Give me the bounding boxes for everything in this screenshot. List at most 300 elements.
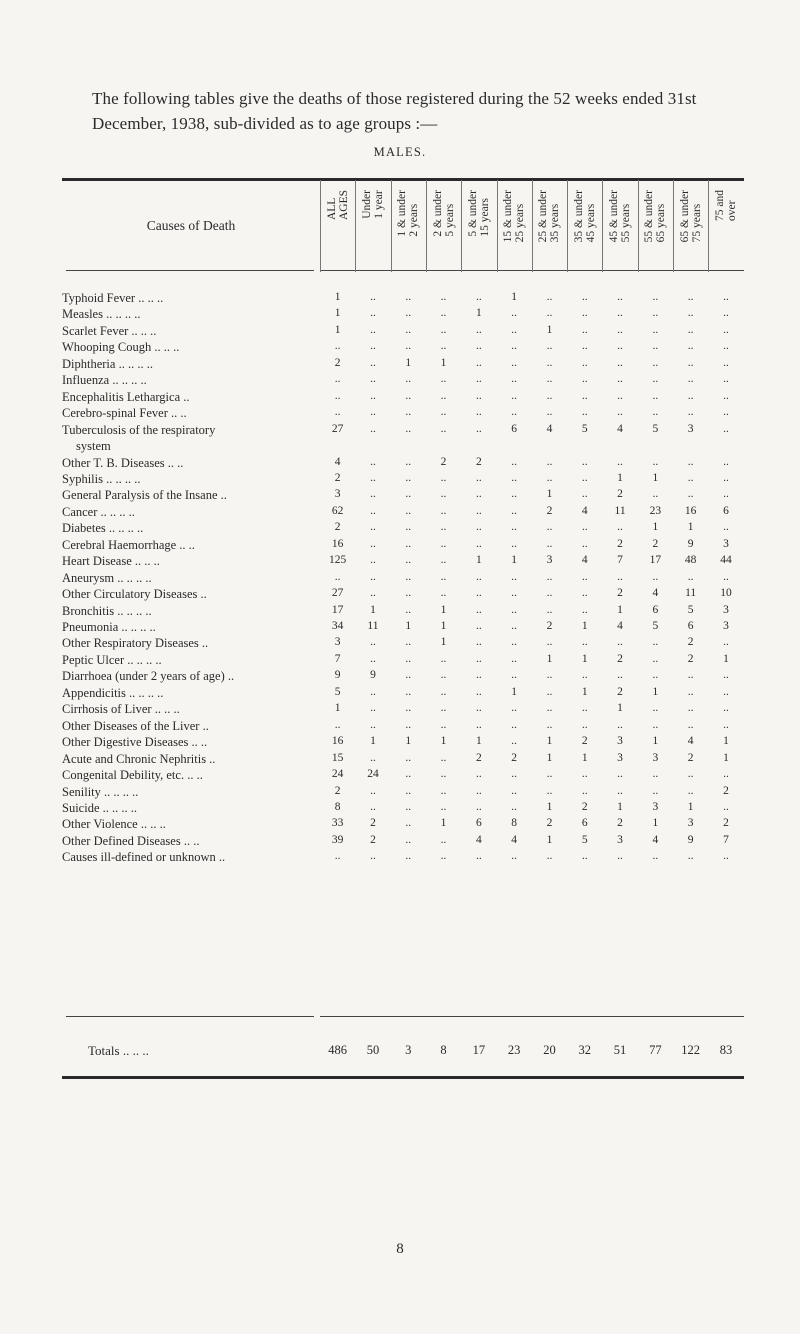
column-header-label: 25 & under 35 years [537, 190, 562, 243]
table-top-rule [62, 178, 744, 181]
table-cell: 3 [617, 735, 623, 748]
cause-label: Syphilis .. .. .. .. [62, 471, 141, 486]
table-cell: 1 [652, 735, 659, 748]
cause-label: Scarlet Fever .. .. .. [62, 323, 157, 338]
table-cell: .. [440, 784, 447, 797]
column-divider [320, 180, 321, 272]
table-cell: 2 [334, 471, 341, 484]
table-cell: .. [581, 471, 588, 484]
table-cell: 6 [511, 422, 518, 435]
table-cell: .. [440, 422, 447, 435]
table-cell: .. [723, 669, 729, 682]
table-cell: 39 [331, 833, 344, 846]
table-cell: .. [546, 587, 553, 600]
column-divider [602, 180, 603, 272]
table-cell: 1 [617, 800, 623, 813]
table-cell: .. [546, 636, 553, 649]
table-cell: .. [617, 570, 623, 583]
table-cell: .. [440, 307, 447, 320]
table-cell: .. [687, 307, 694, 320]
table-cell: .. [546, 669, 553, 682]
table-cell: .. [405, 685, 412, 698]
table-cell: 1 [546, 735, 553, 748]
table-cell: .. [723, 488, 729, 501]
table-cell: .. [370, 389, 376, 402]
table-cell: .. [687, 784, 694, 797]
table-cell: .. [405, 636, 412, 649]
table-cell: .. [581, 340, 588, 353]
table-row [0, 604, 800, 620]
table-cell: .. [511, 504, 518, 517]
table-cell: 4 [687, 735, 694, 748]
table-cell: .. [370, 554, 376, 567]
table-cell: 2 [687, 636, 694, 649]
total-cell: 486 [328, 1043, 348, 1057]
cause-label: Other Defined Diseases .. .. [62, 833, 200, 848]
column-header [497, 182, 532, 274]
table-cell: 6 [723, 504, 729, 517]
table-cell: .. [440, 850, 447, 863]
table-cell: 7 [617, 554, 623, 567]
table-cell: .. [723, 356, 729, 369]
table-cell: .. [440, 488, 447, 501]
table-cell: .. [687, 406, 694, 419]
table-cell: 1 [617, 702, 623, 715]
table-cell: 2 [546, 504, 553, 517]
table-cell: .. [475, 800, 482, 813]
causes-header [62, 182, 320, 270]
table-cell: 2 [370, 817, 376, 830]
table-cell: .. [581, 406, 588, 419]
table-cell: 1 [723, 751, 729, 764]
table-cell: .. [475, 356, 482, 369]
table-cell: 4 [652, 587, 659, 600]
table-cell: 1 [546, 488, 553, 501]
table-cell: .. [511, 455, 518, 468]
table-row [0, 406, 800, 422]
cause-label: Cerebro-spinal Fever .. .. [62, 406, 187, 421]
table-cell: 2 [617, 587, 623, 600]
table-cell: .. [405, 784, 412, 797]
column-header [355, 182, 390, 274]
table-cell: .. [723, 636, 729, 649]
table-row [0, 686, 800, 702]
table-cell: 2 [723, 817, 729, 830]
column-header-label: 65 & under 75 years [678, 190, 703, 243]
page-number: 8 [396, 1241, 404, 1257]
table-cell: .. [511, 356, 518, 369]
table-cell: 1 [370, 735, 376, 748]
table-cell: .. [617, 389, 623, 402]
table-cell: .. [475, 603, 482, 616]
column-header [673, 182, 708, 274]
column-header-label: 5 & under 15 years [466, 190, 491, 237]
table-cell: 7 [334, 652, 341, 665]
table-cell: .. [617, 373, 623, 386]
table-cell: 7 [723, 833, 729, 846]
table-cell: 1 [723, 735, 729, 748]
table-cell: .. [440, 768, 447, 781]
table-cell: .. [581, 718, 588, 731]
column-divider [391, 180, 392, 272]
table-cell: 1 [440, 817, 447, 830]
table-cell: .. [652, 768, 659, 781]
table-cell: .. [511, 521, 518, 534]
table-cell: .. [475, 620, 482, 632]
table-cell: .. [370, 685, 376, 698]
cause-label: Suicide .. .. .. .. [62, 800, 137, 815]
table-cell: .. [581, 768, 588, 781]
table-cell: 1 [440, 620, 447, 632]
table-cell: .. [405, 422, 412, 435]
cause-label: Senility .. .. .. .. [62, 784, 139, 799]
table-cell: 5 [652, 620, 659, 632]
table-cell: .. [511, 488, 518, 501]
table-row [0, 291, 800, 307]
table-cell: .. [546, 850, 553, 863]
column-header [461, 182, 496, 274]
table-cell: .. [617, 291, 623, 303]
cause-label: Congenital Debility, etc. .. .. [62, 768, 203, 783]
table-cell: .. [370, 323, 376, 336]
table-cell: .. [405, 537, 412, 550]
table-cell: .. [581, 521, 588, 534]
table-cell: .. [370, 636, 376, 649]
cause-label: Other Diseases of the Liver .. [62, 718, 209, 733]
table-cell: 1 [546, 833, 553, 846]
table-cell: 1 [652, 817, 659, 830]
table-cell: .. [581, 702, 588, 715]
cause-label: Measles .. .. .. .. [62, 307, 141, 322]
table-cell: .. [546, 537, 553, 550]
table-cell: .. [546, 373, 553, 386]
table-cell: 2 [617, 537, 623, 550]
table-cell: .. [581, 850, 588, 863]
table-cell: 4 [546, 422, 553, 435]
table-cell: 4 [652, 833, 659, 846]
table-cell: .. [723, 471, 729, 484]
table-cell: 16 [684, 504, 697, 517]
cause-label: Bronchitis .. .. .. .. [62, 603, 152, 618]
table-cell: .. [581, 373, 588, 386]
table-cell: 1 [546, 652, 553, 665]
table-cell: .. [723, 718, 729, 731]
table-cell: .. [405, 323, 412, 336]
table-cell: .. [652, 636, 659, 649]
table-cell: 4 [581, 554, 588, 567]
table-cell: 1 [581, 751, 588, 764]
table-cell: 2 [617, 817, 623, 830]
table-cell: 5 [581, 833, 588, 846]
table-cell: .. [405, 768, 412, 781]
table-cell: .. [370, 718, 376, 731]
total-cell: 20 [543, 1043, 556, 1057]
column-header-label: Under 1 year [360, 190, 385, 219]
table-bottom-rule [62, 1076, 744, 1079]
table-cell: .. [405, 488, 412, 501]
table-cell: .. [440, 718, 447, 731]
table-cell: .. [652, 406, 659, 419]
table-cell: .. [475, 340, 482, 353]
table-cell: 1 [617, 603, 623, 616]
table-cell: 2 [617, 488, 623, 501]
table-cell: .. [405, 291, 412, 303]
table-row [0, 752, 800, 768]
table-cell: .. [723, 323, 729, 336]
column-header-label: 55 & under 65 years [643, 190, 668, 243]
table-cell: 2 [511, 751, 518, 764]
table-cell: .. [405, 669, 412, 682]
table-row [0, 669, 800, 685]
table-cell: 1 [546, 323, 553, 336]
totals-label: Totals .. .. .. [88, 1043, 149, 1058]
table-row [0, 850, 800, 866]
table-cell: .. [370, 307, 376, 320]
table-cell: 1 [723, 652, 729, 665]
table-cell: 1 [405, 620, 412, 632]
table-cell: 17 [649, 554, 662, 567]
table-cell: .. [687, 455, 694, 468]
table-cell: .. [652, 570, 659, 583]
table-cell: 44 [720, 554, 732, 567]
column-divider [638, 180, 639, 272]
total-cell: 77 [649, 1043, 662, 1057]
table-cell: 3 [723, 620, 729, 632]
column-header-label: 45 & under 55 years [608, 190, 633, 243]
table-row [0, 620, 800, 636]
cause-label: Cancer .. .. .. .. [62, 504, 135, 519]
table-cell: .. [440, 800, 447, 813]
table-cell: .. [687, 702, 694, 715]
column-header [532, 182, 567, 274]
table-cell: .. [723, 850, 729, 863]
table-cell: .. [370, 702, 376, 715]
table-cell: .. [440, 389, 447, 402]
table-cell: .. [475, 488, 482, 501]
table-cell: .. [334, 340, 341, 353]
table-cell: .. [581, 587, 588, 600]
table-cell: .. [652, 702, 659, 715]
table-cell: .. [652, 718, 659, 731]
total-cell: 122 [681, 1043, 701, 1057]
table-cell: 2 [475, 751, 482, 764]
table-cell: .. [511, 735, 518, 748]
table-cell: .. [687, 471, 694, 484]
table-cell: .. [405, 603, 412, 616]
table-cell: .. [405, 817, 412, 830]
table-cell: .. [723, 800, 729, 813]
table-cell: 1 [546, 751, 553, 764]
table-cell: .. [440, 751, 447, 764]
table-cell: .. [723, 422, 729, 435]
cause-label: Causes ill-defined or unknown .. [62, 850, 226, 865]
table-cell: .. [546, 685, 553, 698]
table-cell: .. [581, 488, 588, 501]
table-row [0, 653, 800, 669]
table-cell: .. [370, 471, 376, 484]
table-cell: 2 [334, 784, 341, 797]
table-cell: .. [617, 636, 623, 649]
table-cell: .. [511, 307, 518, 320]
table-cell: 11 [685, 587, 697, 600]
table-cell: .. [440, 685, 447, 698]
table-cell: .. [440, 652, 447, 665]
table-cell: .. [581, 455, 588, 468]
causes-header-rule [66, 270, 314, 271]
table-cell: 34 [331, 620, 344, 632]
table-cell: .. [370, 291, 376, 303]
table-cell: .. [440, 702, 447, 715]
table-cell: .. [546, 570, 553, 583]
table-cell: .. [652, 291, 659, 303]
table-cell: .. [405, 504, 412, 517]
causes-header-label: Causes of Death [146, 218, 236, 233]
table-row [0, 636, 800, 652]
table-cell: .. [334, 389, 341, 402]
table-cell: 1 [405, 735, 412, 748]
table-cell: 3 [617, 751, 623, 764]
cause-label: system [76, 439, 111, 454]
table-cell: 2 [581, 735, 588, 748]
table-cell: .. [405, 389, 412, 402]
table-cell: .. [405, 340, 412, 353]
table-cell: .. [617, 784, 623, 797]
table-cell: 27 [331, 587, 344, 600]
cause-label: Peptic Ulcer .. .. .. .. [62, 652, 162, 667]
table-cell: .. [334, 570, 341, 583]
table-cell: .. [617, 323, 623, 336]
column-divider [532, 180, 533, 272]
table-cell: .. [687, 340, 694, 353]
table-cell: .. [511, 406, 518, 419]
column-header [708, 182, 743, 274]
table-cell: 62 [331, 504, 344, 517]
table-cell: .. [405, 702, 412, 715]
totals-top-rule-left [66, 1016, 314, 1017]
table-cell: .. [405, 718, 412, 731]
table-row [0, 472, 800, 488]
table-cell: .. [370, 340, 376, 353]
table-cell: 2 [334, 521, 341, 534]
table-cell: .. [511, 587, 518, 600]
table-cell: .. [405, 587, 412, 600]
column-header [426, 182, 461, 274]
table-cell: .. [475, 389, 482, 402]
table-cell: 125 [329, 554, 347, 567]
table-cell: 3 [723, 537, 729, 550]
table-cell: 27 [331, 422, 344, 435]
table-cell: .. [405, 373, 412, 386]
table-cell: .. [546, 389, 553, 402]
table-cell: .. [617, 455, 623, 468]
total-cell: 51 [613, 1043, 627, 1057]
cause-label: Other Respiratory Diseases .. [62, 636, 209, 651]
table-cell: 24 [367, 768, 379, 781]
table-cell: .. [440, 587, 447, 600]
cause-label: Diphtheria .. .. .. .. [62, 356, 153, 371]
table-cell: .. [617, 356, 623, 369]
total-cell: 17 [472, 1043, 486, 1057]
column-divider [497, 180, 498, 272]
table-cell: .. [687, 356, 694, 369]
column-divider [673, 180, 674, 272]
table-cell: 9 [687, 537, 694, 550]
table-cell: .. [617, 718, 623, 731]
table-cell: .. [334, 718, 341, 731]
cause-label: Other Violence .. .. .. [62, 817, 166, 832]
table-cell: 2 [440, 455, 447, 468]
table-cell: .. [370, 784, 376, 797]
table-cell: .. [511, 718, 518, 731]
table-row [0, 505, 800, 521]
table-cell: 6 [652, 603, 659, 616]
table-cell: .. [617, 850, 623, 863]
table-cell: .. [546, 718, 553, 731]
table-cell: .. [581, 291, 588, 303]
table-cell: 1 [475, 554, 482, 567]
table-cell: .. [475, 537, 482, 550]
table-cell: 17 [331, 603, 344, 616]
table-cell: 16 [331, 537, 344, 550]
table-cell: .. [581, 603, 588, 616]
table-cell: .. [475, 669, 482, 682]
table-cell: 48 [684, 554, 697, 567]
cause-label: Appendicitis .. .. .. .. [62, 685, 164, 700]
cause-label: Cerebral Haemorrhage .. .. [62, 537, 195, 552]
table-cell: .. [723, 340, 729, 353]
table-cell: .. [617, 768, 623, 781]
table-cell: .. [546, 521, 553, 534]
table-row [0, 801, 800, 817]
table-cell: .. [546, 784, 553, 797]
cause-label: Diarrhoea (under 2 years of age) .. [62, 669, 235, 684]
table-cell: 1 [334, 702, 341, 715]
table-row [0, 834, 800, 850]
cause-label: Influenza .. .. .. .. [62, 373, 147, 388]
table-cell: .. [440, 504, 447, 517]
table-row [0, 785, 800, 801]
table-cell: .. [511, 636, 518, 649]
table-cell: .. [546, 406, 553, 419]
column-header [320, 182, 355, 274]
table-row [0, 587, 800, 603]
table-cell: .. [475, 685, 482, 698]
table-cell: .. [546, 455, 553, 468]
table-cell: .. [370, 521, 376, 534]
table-cell: .. [370, 751, 376, 764]
table-cell: 1 [334, 291, 341, 303]
cause-label: Other Circulatory Diseases .. [62, 587, 207, 602]
table-cell: 1 [334, 323, 341, 336]
column-header [602, 182, 637, 274]
table-cell: .. [652, 455, 659, 468]
table-cell: .. [475, 850, 482, 863]
column-divider [355, 180, 356, 272]
table-cell: 2 [687, 751, 694, 764]
table-cell: .. [652, 340, 659, 353]
table-cell: .. [546, 307, 553, 320]
table-cell: 1 [405, 356, 412, 369]
table-heading: MALES. [373, 145, 427, 159]
table-cell: 2 [334, 356, 341, 369]
table-cell: .. [581, 784, 588, 797]
table-cell: 2 [687, 652, 694, 665]
table-cell: 3 [652, 800, 659, 813]
table-cell: .. [723, 389, 729, 402]
table-cell: .. [370, 373, 376, 386]
table-cell: .. [405, 521, 412, 534]
table-cell: .. [475, 323, 482, 336]
